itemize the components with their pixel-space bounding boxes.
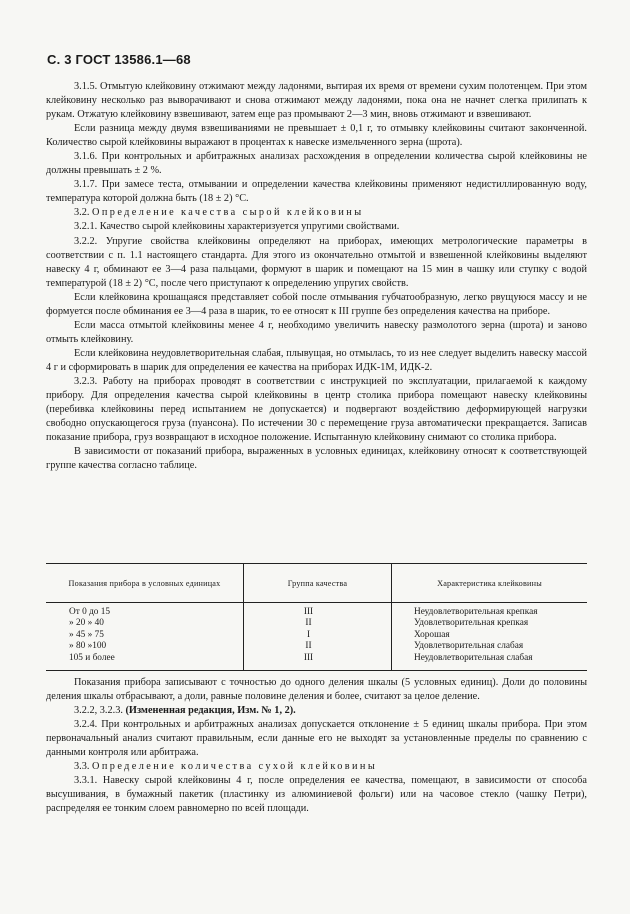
paragraph-weak: Если клейковина неудовлетворительная слабая, плывущая, но отмылась, то из нее следует выделить навеску массой 4 г и сформировать в шарик для определения ее качества на приборах ИДК-1М, ИДК-2. <box>46 347 587 373</box>
table-cell: » 45 » 75 <box>46 630 244 641</box>
table-cell: Неудовлетворительная слабая <box>392 653 588 671</box>
section-title: Определение количества сухой клейковины <box>92 761 378 773</box>
page-header: С. 3 ГОСТ 13586.1—68 <box>47 52 191 67</box>
table-cell: От 0 до 15 <box>46 603 244 619</box>
paragraph-3-3-1: 3.3.1. Навеску сырой клейковины 4 г, после определения ее качества, помещают, в зависимости от способа высушивания, в бумажный пакетик (пластинку из алюминиевой фольги) или на часовое стекло (чашку Петри), распределяя ее тонким слоем равномерно по всей площади. <box>46 775 587 815</box>
section-number: 3.2. <box>74 207 90 219</box>
table-cell: II <box>244 641 392 652</box>
paragraph-3-1-5-cont: Если разница между двумя взвешиваниями не превышает ± 0,1 г, то отмывку клейковины считают законченной. Количество сырой клейковины выражают в процентах к навеске измельченного зерна (шрота). <box>46 123 587 149</box>
table-row <box>46 603 587 619</box>
table-row <box>46 653 587 671</box>
table-cell: III <box>244 653 392 671</box>
table-cell: Неудовлетворительная крепкая <box>414 607 538 617</box>
table-header-characteristic: Характеристика клейковины <box>392 564 588 603</box>
section-heading-3-3 <box>46 760 587 774</box>
table-cell: III <box>244 603 392 619</box>
table-header-readings: Показания прибора в условных единицах <box>46 564 244 603</box>
table-cell: Удовлетворительная слабая <box>414 641 524 652</box>
table-cell: II <box>244 618 392 629</box>
table-cell: Хорошая <box>414 629 450 640</box>
table-row <box>46 618 587 629</box>
document-body-bottom <box>46 676 587 816</box>
section-title: Определение качества сырой клейковины <box>92 207 364 219</box>
amendment-number: 3.2.2, 3.2.3. <box>74 705 123 717</box>
paragraph-3-2-3: 3.2.3. Работу на приборах проводят в соответствии с инструкцией по эксплуатации, прилагаемой к каждому прибору. Для определения качества сырой клейковины в центр столика прибора помещают навеску клейковины (перебивка клейковины перед испытанием не допускается) и подвергают воздействию деформирующей нагрузки свободно опускающегося груза (пуансона). По истечении 30 с перемещение груза автоматически прекращается. Записав показание прибора, груз возвращают в исходное положение. Испытанную клейковину снимают со столика прибора. <box>46 375 587 444</box>
table-cell: » 80 »100 <box>46 641 244 652</box>
table-row <box>46 630 587 641</box>
document-body-top <box>46 80 587 473</box>
paragraph-crumbly: Если клейковина крошащаяся представляет собой после отмывания губчатообразную, легко рвущуюся массу и не формуется после обминания ее 3—4 раза в шарик, то ее относят к III группе без определения качества на приборе. <box>46 291 587 317</box>
paragraph-3-2-1: 3.2.1. Качество сырой клейковины характеризуется упругими свойствами. <box>74 221 400 233</box>
paragraph-table-intro: В зависимости от показаний прибора, выраженных в условных единицах, клейковину относят к соответствующей группе качества согласно таблице. <box>46 446 587 472</box>
paragraph-3-1-6: 3.1.6. При контрольных и арбитражных анализах расхождения в определении количества сырой клейковины не должны превышать ± 2 %. <box>46 151 587 177</box>
paragraph-mass: Если масса отмытой клейковины менее 4 г, необходимо увеличить навеску размолотого зерна (шрота) и заново отмыть клейковину. <box>46 319 587 345</box>
amendment-note <box>46 704 587 718</box>
section-heading-3-2 <box>46 206 587 220</box>
section-number: 3.3. <box>74 761 90 773</box>
paragraph-3-1-7: 3.1.7. При замесе теста, отмывании и определении качества клейковины применяют недистиллированную воду, температура которой должна быть (18 ± 2) °С. <box>46 179 587 205</box>
paragraph-3-2-4: 3.2.4. При контрольных и арбитражных анализах допускается отклонение ± 5 единиц шкалы прибора. При этом первоначальный анализ считают правильным, если данные его не выходят за установленные пределы по сравнению с данными контроля или арбитража. <box>46 719 587 759</box>
table-header-group: Группа качества <box>244 564 392 603</box>
table-cell: I <box>244 630 392 641</box>
paragraph-3-1-5: 3.1.5. Отмытую клейковину отжимают между ладонями, вытирая их время от времени сухим полотенцем. При этом клейковину несколько раз выворачивают и снова отжимают между ладонями, пока она не начнет слегка прилипать к рукам. Отжатую клейковину взвешивают, затем еще раз промывают 2—3 мин, вновь отжимают и взвешивают. <box>46 81 587 121</box>
quality-table <box>46 563 587 671</box>
paragraph-3-2-2: 3.2.2. Упругие свойства клейковины определяют на приборах, имеющих метрологические параметры в соответствии с п. 1.1 настоящего стандарта. Для этого из окончательно отмытой и взвешенной клейковины выделяют навеску 4 г, обминают ее 3—4 раза пальцами, формуют в шарик и помещают на 15 мин в чашку или ступку с водой температурой (18 ± 2) °С, после чего приступают к определению упругих свойств. <box>46 235 587 289</box>
table-cell: 105 и более <box>46 653 244 671</box>
amendment-text: (Измененная редакция, Изм. № 1, 2). <box>125 705 296 717</box>
table-cell: Удовлетворительная крепкая <box>414 618 529 629</box>
paragraph-readings: Показания прибора записывают с точностью до одного деления шкалы (5 условных единиц). Доли до половины деления шкалы отбрасывают, а доли, равные половине деления и более, считают за целое деление. <box>46 677 587 703</box>
table-cell: » 20 » 40 <box>46 618 244 629</box>
table-row <box>46 641 587 652</box>
